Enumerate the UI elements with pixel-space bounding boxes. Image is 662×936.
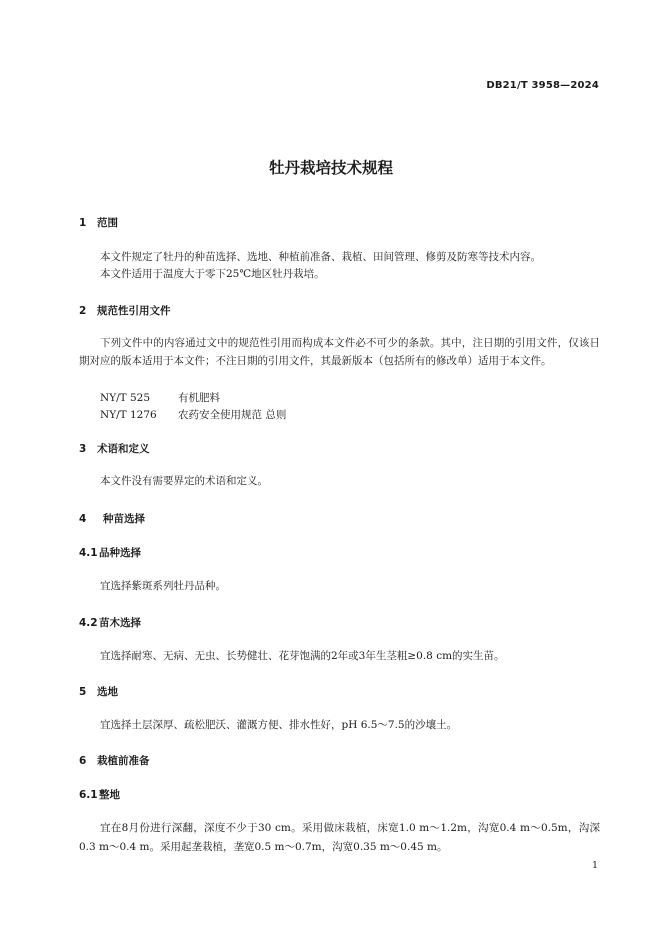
section-4-1-paragraph: 宜选择紫斑系列牡丹品种。: [100, 580, 226, 592]
section-2-paragraph: 下列文件中的内容通过文中的规范性引用而构成本文件必不可少的条款。其中，注日期的引用文件，仅该日期对应的版本适用于本文件；不注日期的引用文件，其最新版本（包括所有的修改单）适用于本文件。: [79, 337, 600, 367]
section-heading-4-2: 4.2苗木选择: [79, 617, 141, 629]
section-heading-3: 3 术语和定义: [79, 443, 150, 455]
section-heading-6-1: 6.1整地: [79, 789, 120, 801]
section-3-paragraph: 本文件没有需要界定的术语和定义。: [100, 475, 268, 487]
page-number: 1: [591, 860, 598, 871]
section-heading-1: 1 范围: [79, 217, 118, 229]
reference-item: NY/T 1276 农药安全使用规范 总则: [100, 409, 287, 421]
section-4-2-paragraph: 宜选择耐寒、无病、无虫、长势健壮、花芽饱满的2年或3年生茎粗≥0.8 cm的实生苗。: [100, 650, 505, 662]
section-heading-4-1: 4.1品种选择: [79, 547, 141, 559]
section-heading-6: 6 栽植前准备: [79, 755, 150, 767]
section-1-paragraph-1: 本文件规定了牡丹的种苗选择、选地、种植前准备、栽植、田间管理、修剪及防寒等技术内容。: [100, 251, 541, 263]
section-6-1-paragraph: 宜在8月份进行深翻，深度不少于30 cm。采用做床栽植，床宽1.0 m～1.2m，沟宽0.4 m～0.5m，沟深0.3 m～0.4 m。采用起垄栽植，垄宽0.5 m～0.7m，沟宽0.35 m～0.45 m。: [79, 822, 600, 853]
standard-number: DB21/T 3958—2024: [486, 80, 599, 91]
reference-item: NY/T 525 有机肥料: [100, 392, 220, 404]
document-title: 牡丹栽培技术规程: [268, 159, 393, 177]
section-heading-2: 2 规范性引用文件: [79, 305, 171, 317]
section-heading-4: 4 种苗选择: [79, 513, 145, 525]
section-5-paragraph: 宜选择土层深厚、疏松肥沃、灌溉方便、排水性好，pH 6.5～7.5的沙壤土。: [100, 719, 458, 731]
section-heading-5: 5 选地: [79, 686, 118, 698]
section-1-paragraph-2: 本文件适用于温度大于零下25℃地区牡丹栽培。: [100, 268, 325, 280]
